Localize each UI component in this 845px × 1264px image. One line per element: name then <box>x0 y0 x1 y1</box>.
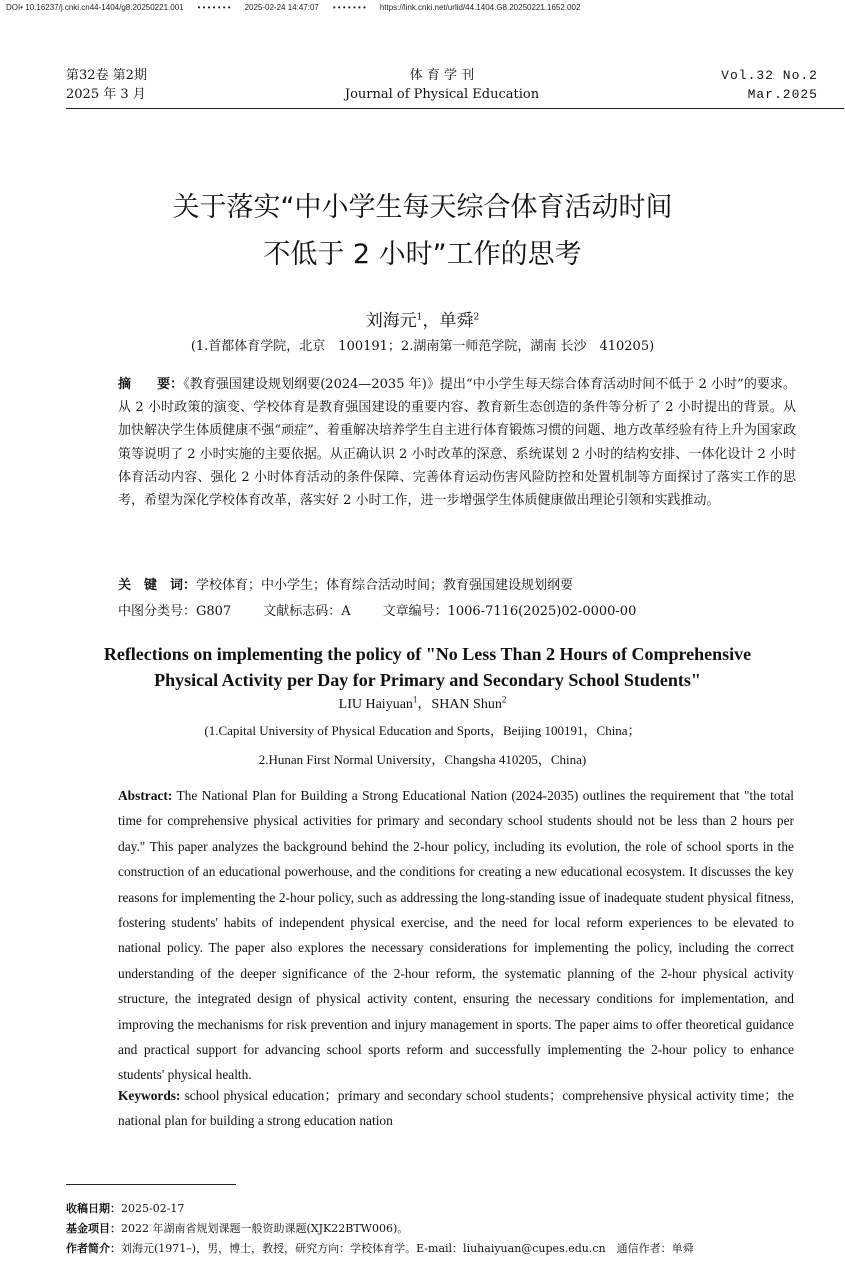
journal-header <box>66 66 818 104</box>
doi-text: DOI• 10.16237/j.cnki.cn44-1404/g8.20250221.001 <box>6 3 184 12</box>
author-1-en: LIU Haiyuan <box>338 697 413 712</box>
separator-dots: • • • • • • • <box>332 3 366 12</box>
keywords-zh <box>118 574 796 593</box>
author-separator: ， <box>422 311 440 331</box>
author-bio-text: 刘海元(1971–)，男，博士，教授，研究方向：学校体育学。E-mail：liuhaiyuan@cupes.edu.cn 通信作者：单舜 <box>121 1242 694 1255</box>
separator-dots: • • • • • • • <box>197 3 231 12</box>
fund-label: 基金项目： <box>66 1222 121 1235</box>
article-number: 文章编号：1006-7116(2025)02-0000-00 <box>382 604 637 619</box>
classification-info <box>118 600 796 619</box>
affiliation-zh: (1.首都体育学院，北京 100191；2.湖南第一师范学院，湖南 长沙 410205) <box>190 339 655 354</box>
received-date-line <box>66 1199 836 1219</box>
volume-issue-zh: 第32卷 第2期 <box>66 68 147 83</box>
abstract-zh-label: 摘 要： <box>118 377 184 392</box>
publish-date-zh: 2025 年 3 月 <box>66 87 146 102</box>
author-1-affil-mark: 1 <box>416 312 423 323</box>
abstract-zh-text: 《教育强国建设规划纲要(2024—2035 年)》提出“中小学生每天综合体育活动时间不低于 2 小时”的要求。从 2 小时政策的演变、学校体育是教育强国建设的重要内容、教育新生态创造的条件等分析了 2 小时提出的背景。从加快解决学生体质健康不强“顽症”、着重解决培养学生自主进行体育锻炼习惯的问题、地方改革经验有待上升为国家政策等说明了 2 小时实施的主要依据。从正确认识 2 小时改革的深意、系统谋划 2 小时的结构安排、一体化设计 2 小时体育活动内容、强化 2 小时体育活动的条件保障、完善体育运动伤害风险防控和处置机制等方面探讨了落实工作的思考，希望为深化学校体育改革，落实好 2 小时工作，进一步增强学生体质健康做出理论引领和实践推动。 <box>118 377 796 509</box>
author-bio-label: 作者简介： <box>66 1242 121 1255</box>
received-date: 2025-02-17 <box>121 1202 185 1215</box>
affiliation-en-line-2: 2.Hunan First Normal University，Changsha 410205，China) <box>258 752 587 767</box>
journal-name-zh: 体 育 学 刊 <box>409 68 475 83</box>
download-info-bar <box>6 3 841 12</box>
keywords-zh-text: 学校体育；中小学生；体育综合活动时间；教育强国建设规划纲要 <box>196 578 574 593</box>
authors-zh <box>0 306 845 331</box>
abstract-zh <box>118 373 796 512</box>
footnote-rule <box>66 1184 236 1185</box>
keywords-en-label: Keywords: <box>118 1088 181 1103</box>
author-1-zh: 刘海元 <box>365 311 417 331</box>
keywords-en-text: school physical education；primary and secondary school students；comprehensive physical activity time；the national plan for building a strong education nation <box>118 1088 794 1128</box>
received-label: 收稿日期： <box>66 1202 121 1215</box>
fund-line <box>66 1219 836 1239</box>
affiliation-en <box>0 716 845 774</box>
publish-date-en: Mar.2025 <box>747 87 818 102</box>
clc-number: 中图分类号：G807 <box>118 604 232 619</box>
author-1-affil-mark-en: 1 <box>412 694 418 705</box>
title-zh-line-1: 关于落实“中小学生每天综合体育活动时间 <box>172 192 673 223</box>
title-en-line-1: Reflections on implementing the policy of "No Less Than 2 Hours of Comprehensive <box>103 644 752 664</box>
abstract-en-label: Abstract: <box>118 788 173 803</box>
article-title-en <box>60 641 795 693</box>
author-2-zh: 单舜 <box>439 311 474 331</box>
author-2-affil-mark: 2 <box>473 312 480 323</box>
author-2-en: SHAN Shun <box>431 697 502 712</box>
timestamp-text: 2025-02-24 14:47:07 <box>244 3 319 12</box>
volume-issue-en: Vol.32 No.2 <box>721 68 818 83</box>
title-zh-line-2: 不低于 2 小时”工作的思考 <box>263 239 582 270</box>
abstract-en <box>118 783 794 1088</box>
title-en-line-2: Physical Activity per Day for Primary and Secondary School Students" <box>154 670 701 690</box>
abstract-en-text: The National Plan for Building a Strong Educational Nation (2024-2035) outlines the requirement that "the total time for comprehensive physical activities for primary and secondary school students should not be less than 2 hours per day." This paper analyzes the background behind the 2-hour policy, including its evolution, the role of school sports in the construction of an educational powerhouse, and the conditions for creating a new educational ecosystem. It discusses the key reasons for implementing the 2-hour policy, such as addressing the long-standing issue of inadequate student physical fitness, fostering students' habits of independent physical exercise, and the need for local reform experiences to be elevated to national policy. The paper also explores the necessary considerations for implementing the policy, including the correct understanding of the deeper significance of the 2-hour reform, the systematic planning of the 2-hour physical activity structure, the integrated design of physical activity content, ensuring the necessary conditions for implementation, and improving the mechanisms for risk prevention and injury management in sports. The paper aims to offer theoretical guidance and practical support for advancing school sports reform and successfully implementing the 2-hour policy to enhance students' physical health. <box>118 788 794 1083</box>
article-title-zh <box>60 184 785 278</box>
author-separator-en: ， <box>417 697 432 712</box>
authors-en <box>0 693 845 713</box>
journal-name-en: Journal of Physical Education <box>344 87 540 102</box>
affiliation-en-line-1: (1.Capital University of Physical Education and Sports，Beijing 100191，China； <box>204 723 641 738</box>
footnotes <box>66 1199 836 1259</box>
document-code: 文献标志码：A <box>263 604 351 619</box>
fund-text: 2022 年湖南省规划课题一般资助课题(XJK22BTW006)。 <box>121 1222 409 1235</box>
source-url-link[interactable]: https://link.cnki.net/urlid/44.1404.G8.20250221.1652.002 <box>379 3 581 12</box>
header-rule <box>66 108 844 109</box>
keywords-zh-label: 关 键 词： <box>118 578 197 593</box>
author-bio-line <box>66 1239 836 1259</box>
author-2-affil-mark-en: 2 <box>501 694 507 705</box>
keywords-en <box>118 1083 794 1133</box>
